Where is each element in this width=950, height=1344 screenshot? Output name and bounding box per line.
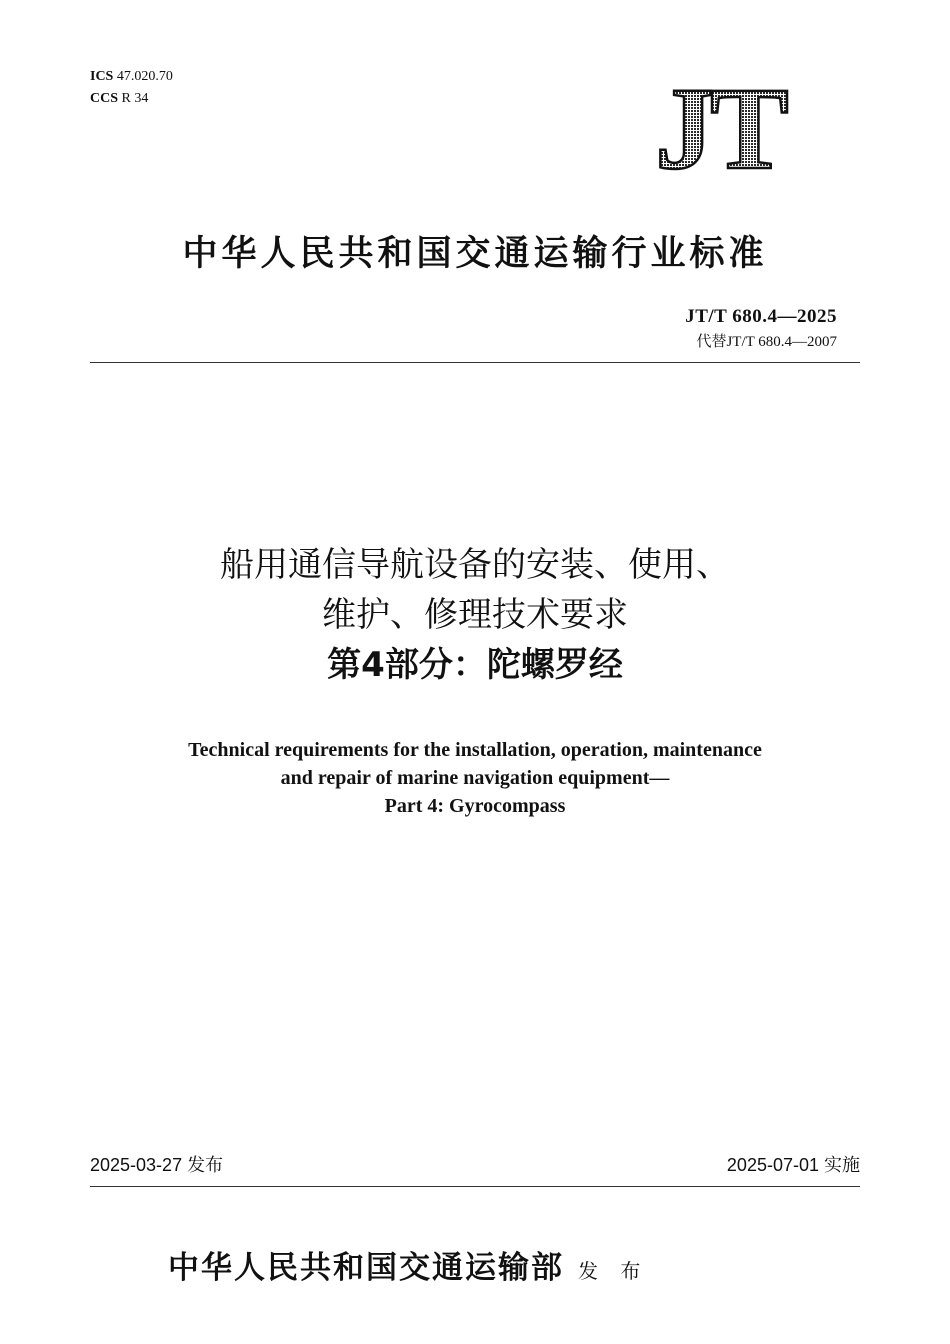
ccs-code: CCS R 34 [90, 91, 149, 106]
english-title-line-2: and repair of marine navigation equipment— [280, 767, 670, 789]
ics-code: ICS 47.020.70 [90, 69, 173, 84]
implementation-date: 2025-07-01 实施 [726, 1155, 860, 1175]
chinese-title [0, 540, 950, 690]
replaces-standard: 代替JT/T 680.4—2007 [696, 334, 837, 350]
industry-standard-title: 中华人民共和国交通运输行业标准 [182, 233, 768, 274]
english-title-line-3: Part 4: Gyrocompass [384, 795, 566, 817]
bottom-divider [90, 1186, 860, 1187]
publisher-name: 中华人民共和国交通运输部 [168, 1250, 564, 1286]
issue-date: 2025-03-27 发布 [90, 1155, 224, 1175]
jt-logo [628, 74, 812, 174]
english-title-line-1: Technical requirements for the installation, operation, maintenance [188, 739, 762, 761]
publisher [168, 1242, 648, 1287]
chinese-title-line-1: 船用通信导航设备的安装、使用、 [220, 545, 730, 585]
chinese-title-line-3: 第4部分：陀螺罗经 [327, 645, 623, 685]
svg-text:JT: JT [655, 74, 785, 174]
standard-number-block [685, 306, 837, 351]
publisher-action: 发 布 [578, 1259, 649, 1283]
english-title [0, 736, 950, 820]
chinese-title-line-2: 维护、修理技术要求 [322, 595, 628, 635]
standard-number: JT/T 680.4—2025 [685, 306, 837, 327]
top-divider [90, 362, 860, 363]
classification-codes [90, 66, 173, 110]
